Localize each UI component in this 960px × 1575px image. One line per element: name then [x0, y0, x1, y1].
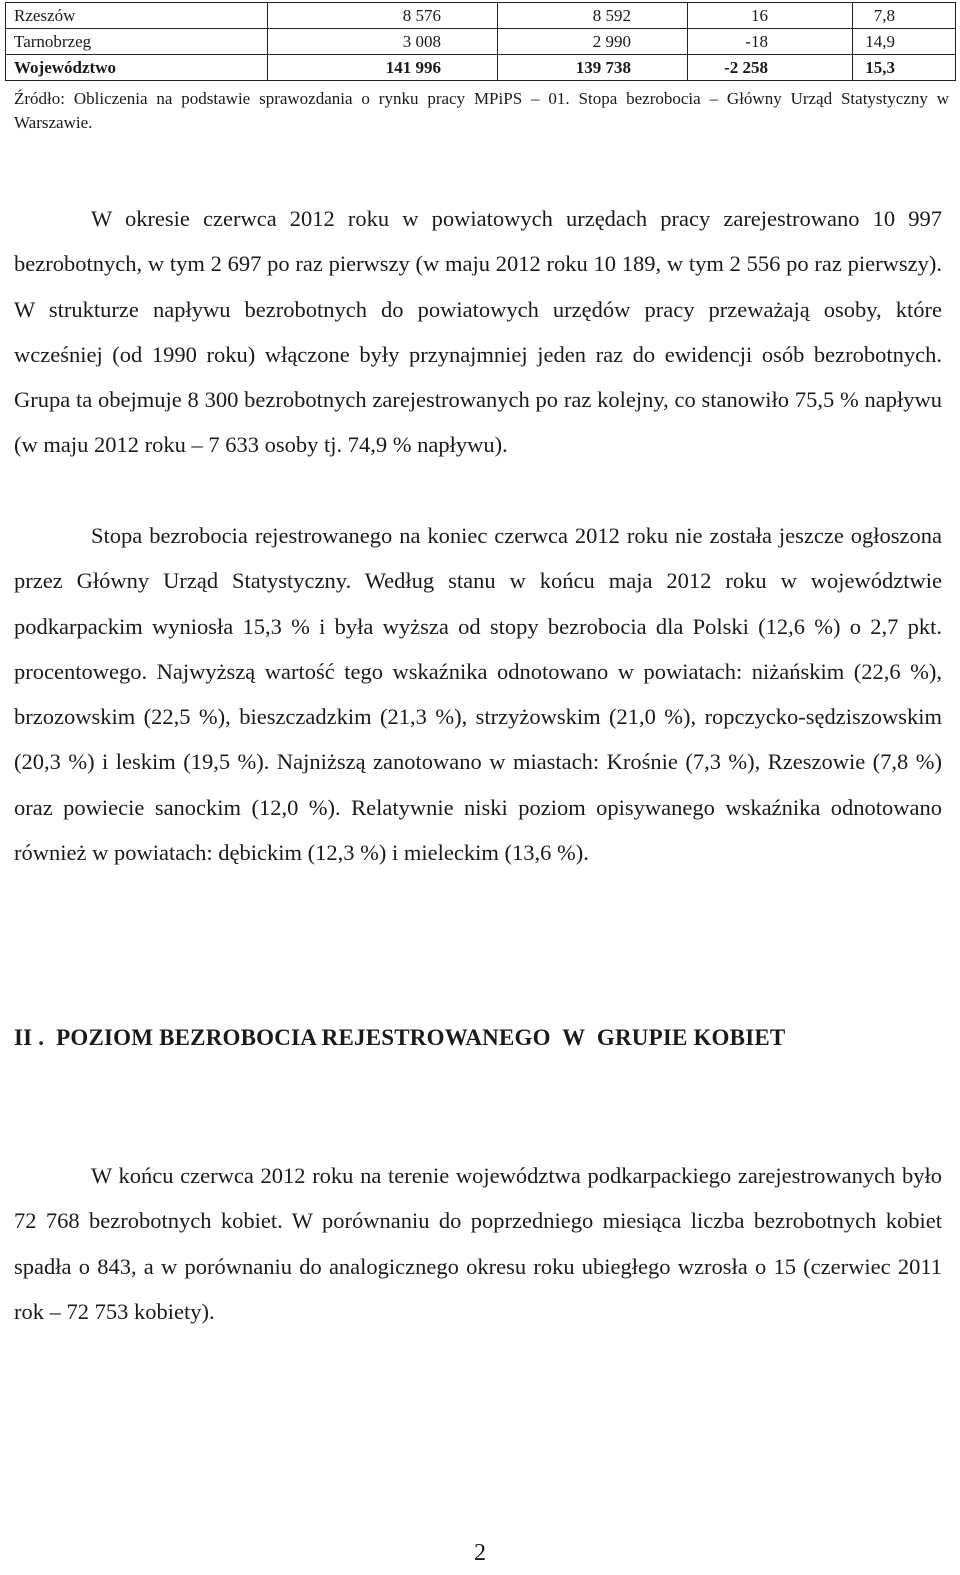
table-row — [6, 3, 956, 29]
value-cell: 8 576 — [268, 3, 498, 29]
region-name: Rzeszów — [6, 3, 268, 29]
table-row-total — [6, 55, 956, 81]
page-number: 2 — [474, 1540, 486, 1566]
region-name: Tarnobrzeg — [6, 29, 268, 55]
value-cell: 2 990 — [498, 29, 688, 55]
value-cell: 3 008 — [268, 29, 498, 55]
paragraph-unemployment-rate: Stopa bezrobocia rejestrowanego na koniec czerwca 2012 roku nie została jeszcze ogłoszona przez Główny Urząd Statystyczny. Według stanu w końcu maja 2012 roku w województwie podkarpackim wyniosła 15,3 % i była wyższa od stopy bezrobocia dla Polski (12,6 %) o 2,7 pkt. procentowego. Najwyższą wartość tego wskaźnika odnotowano w powiatach: niżańskim (22,6 %), brzozowskim (22,5 %), bieszczadzkim (21,3 %), strzyżowskim (21,0 %), ropczycko-sędziszowskim (20,3 %) i leskim (19,5 %). Najniższą zanotowano w miastach: Krośnie (7,3 %), Rzeszowie (7,8 %) oraz powiecie sanockim (12,0 %). Relatywnie niski poziom opisywanego wskaźnika odnotowano również w powiatach: dębickim (12,3 %) i mieleckim (13,6 %). — [14, 523, 942, 866]
value-cell: 139 738 — [498, 55, 688, 81]
region-name: Województwo — [6, 55, 268, 81]
table-row — [6, 29, 956, 55]
value-cell: -2 258 — [688, 55, 853, 81]
source-note: Źródło: Obliczenia na podstawie sprawozdania o rynku pracy MPiPS – 01. Stopa bezrobocia – Główny Urząd Statystyczny w Warszawie. — [14, 89, 949, 132]
value-cell: 15,3 — [853, 55, 956, 81]
paragraph-inflow: W okresie czerwca 2012 roku w powiatowych urzędach pracy zarejestrowano 10 997 bezrobotnych, w tym 2 697 po raz pierwszy (w maju 2012 roku 10 189, w tym 2 556 po raz pierwszy). W strukturze napływu bezrobotnych do powiatowych urzędów pracy przeważają osoby, które wcześniej (od 1990 roku) włączone były przynajmniej jeden raz do ewidencji osób bezrobotnych. Grupa ta obejmuje 8 300 bezrobotnych zarejestrowanych po raz kolejny, co stanowiło 75,5 % napływu (w maju 2012 roku – 7 633 osoby tj. 74,9 % napływu). — [14, 206, 942, 458]
paragraph-women: W końcu czerwca 2012 roku na terenie województwa podkarpackiego zarejestrowanych było 72 768 bezrobotnych kobiet. W porównaniu do poprzedniego miesiąca liczba bezrobotnych kobiet spadła o 843, a w porównaniu do analogicznego okresu roku ubiegłego wzrosła o 15 (czerwiec 2011 rok – 72 753 kobiety). — [14, 1163, 942, 1324]
value-cell: 7,8 — [853, 3, 956, 29]
value-cell: 141 996 — [268, 55, 498, 81]
value-cell: 16 — [688, 3, 853, 29]
value-cell: 14,9 — [853, 29, 956, 55]
section-heading: II . POZIOM BEZROBOCIA REJESTROWANEGO W GRUPIE KOBIET — [14, 1025, 786, 1050]
value-cell: -18 — [688, 29, 853, 55]
unemployment-table — [5, 2, 956, 81]
value-cell: 8 592 — [498, 3, 688, 29]
